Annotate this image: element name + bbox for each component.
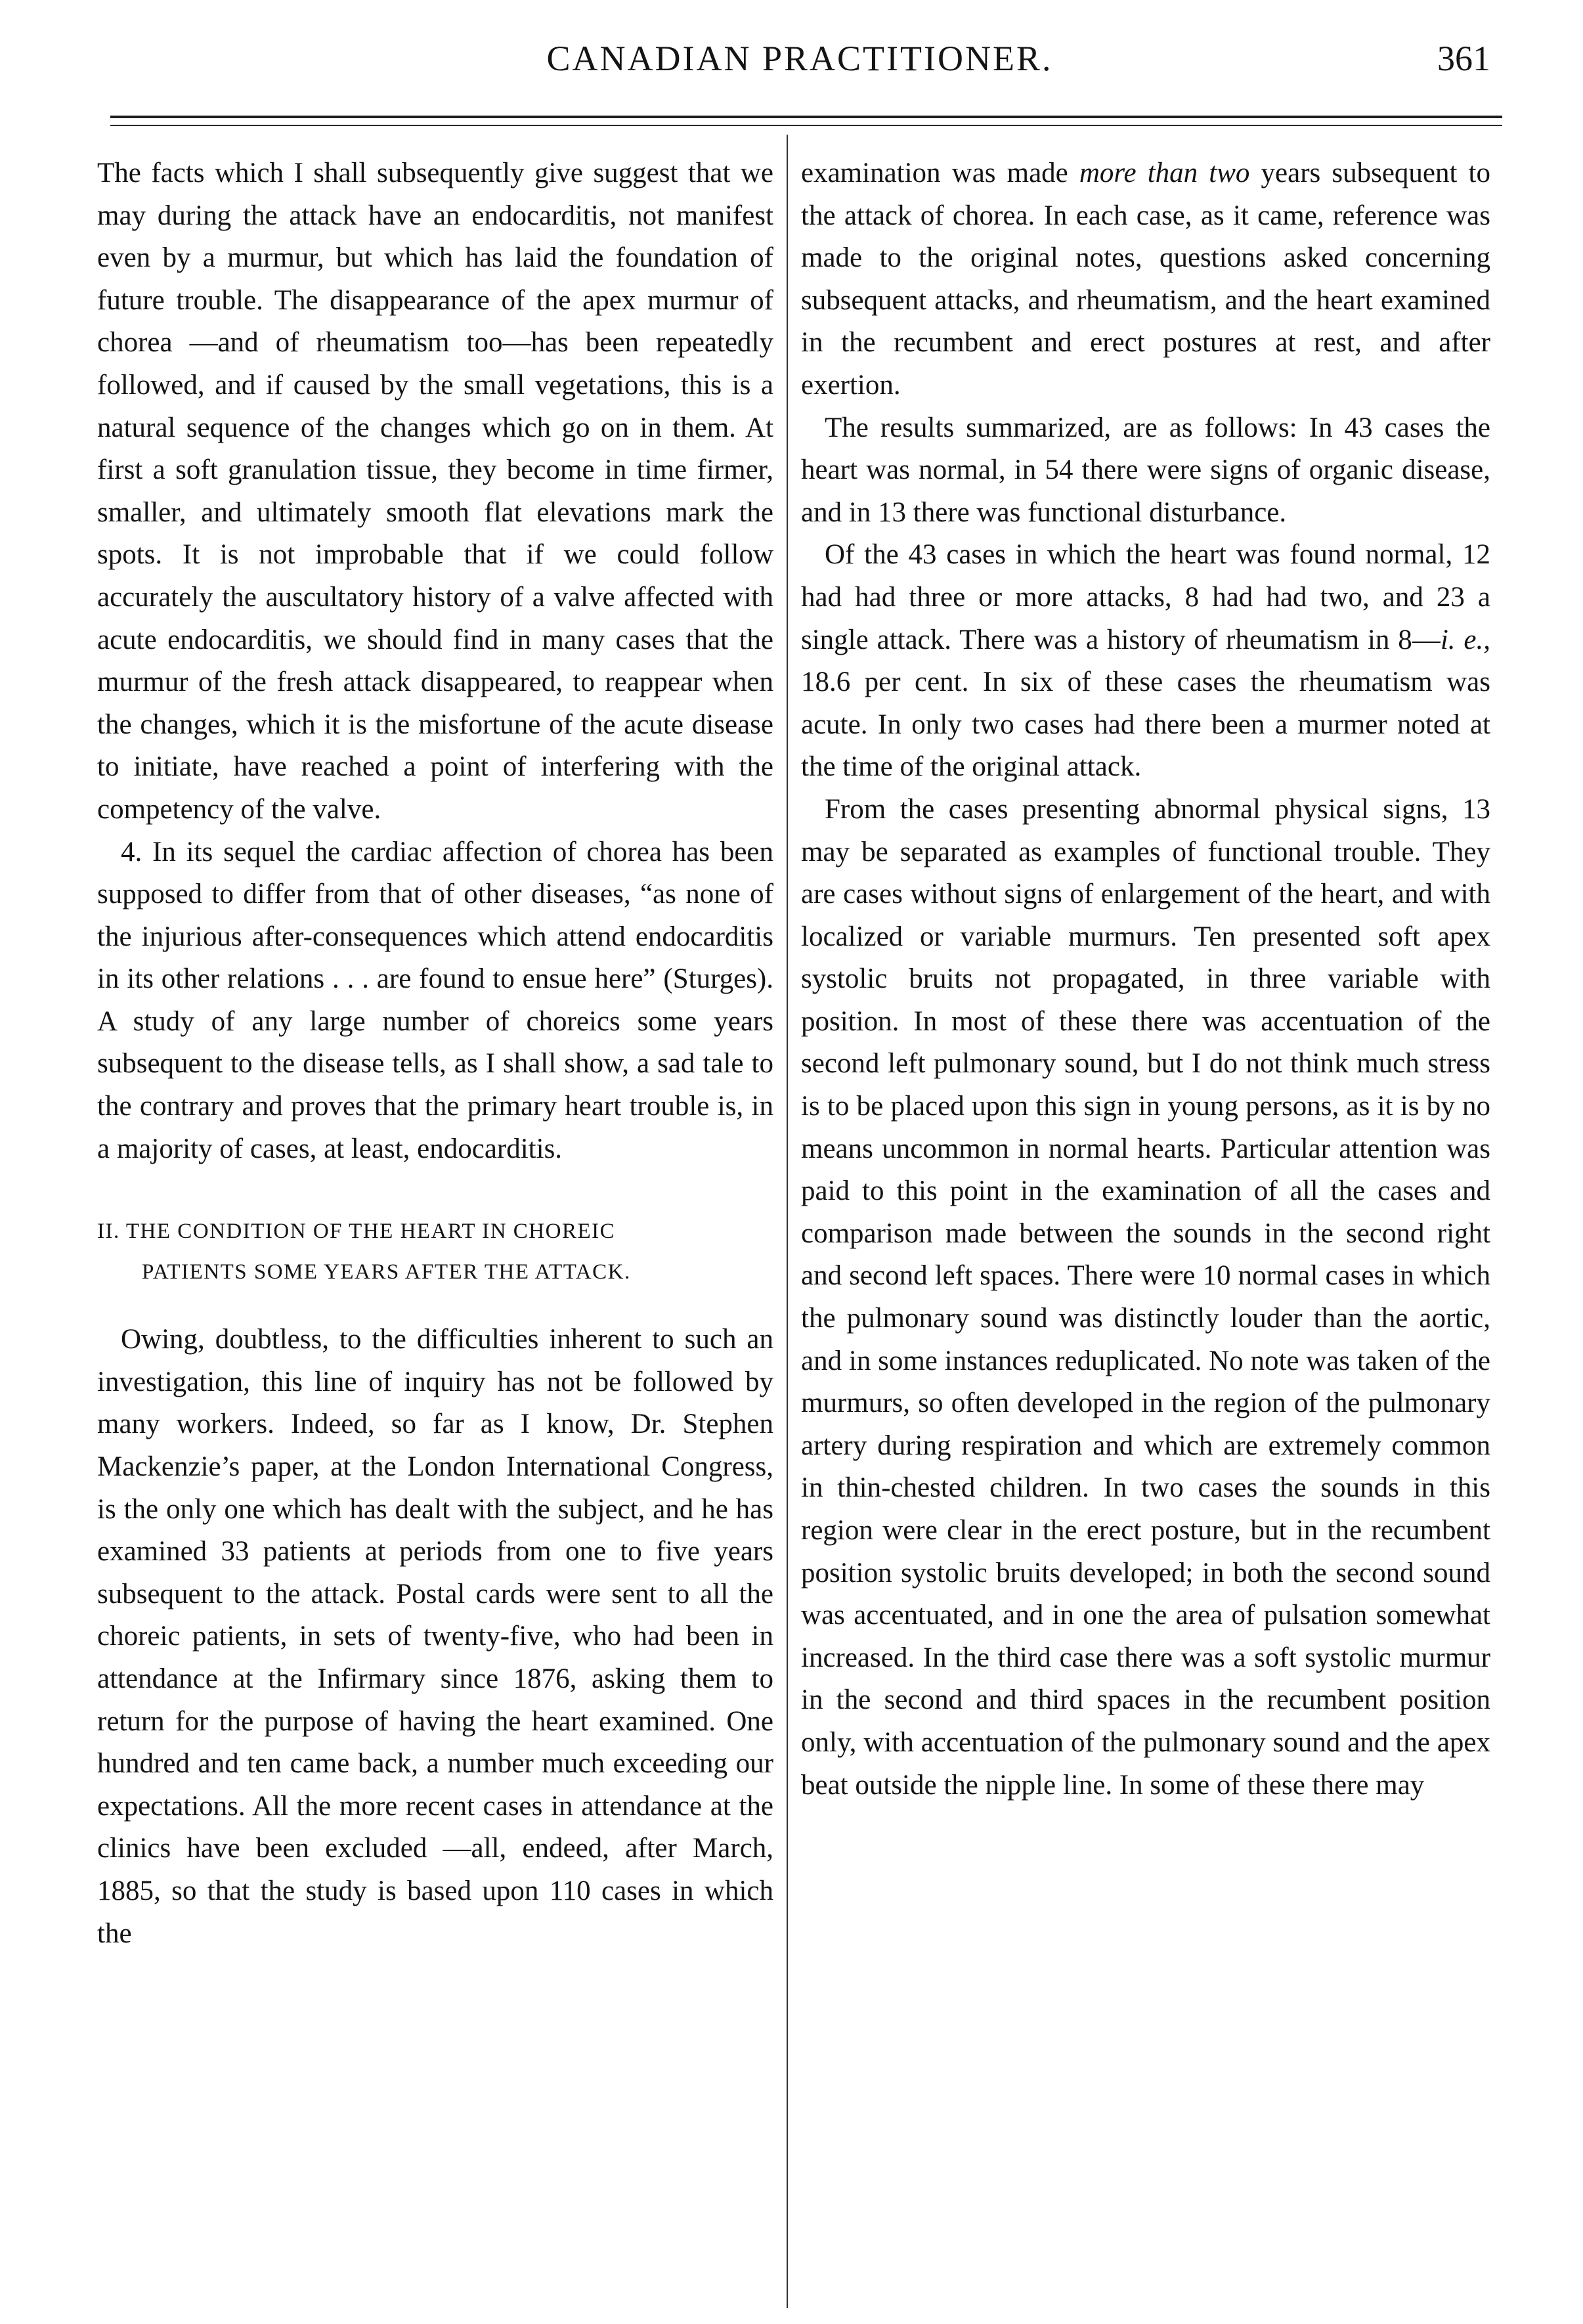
paragraph: 4. In its sequel the cardiac affection of chorea has been supposed to differ from that of other diseases, “as none of the injurious after-consequences which attend endocarditis in its other relations . . . are found to ensue here” (Sturges). A study of any large number of choreics some years subsequent to the disease tells, as I shall show, a sad tale to the contrary and proves that the primary heart trouble is, in a majority of cases, at least, endocarditis. — [97, 836, 773, 1164]
text-run: Of the 43 cases in which the heart was found normal, 12 had had three or more attacks, 8 had had two, and 23 a single attack. There was a history of rheumatism in 8— — [801, 539, 1490, 655]
page-header — [97, 0, 1502, 131]
left-column — [97, 152, 773, 2300]
header-rule-thick — [110, 116, 1502, 118]
paragraph: The facts which I shall subsequently give suggest that we may during the attack have an endocarditis, not manifest even by a murmur, but which has laid the foundation of future trouble. The disappearance of the apex murmur of chorea —and of rheumatism too—has been repeatedly followed, and if caused by the small vegetations, this is a natural sequence of the changes which go on in them. At first a soft granulation tissue, they become in time firmer, smaller, and ultimately smooth flat elevations mark the spots. It is not improbable that if we could follow accurately the auscultatory history of a valve affected with acute endocarditis, we should find in many cases that the murmur of the fresh attack disappeared, to reappear when the changes, which it is the misfortune of the acute disease to initiate, have reached a point of interfering with the competency of the valve. — [97, 158, 773, 825]
column-divider — [787, 135, 788, 2308]
paragraph: The results summarized, are as follows: In 43 cases the heart was normal, in 54 there were signs of organic disease, and in 13 there was functional disturbance. — [801, 412, 1490, 528]
page-number: 361 — [1437, 39, 1490, 78]
paragraph: From the cases presenting abnormal physical signs, 13 may be separated as examples of functional trouble. They are cases without signs of enlargement of the heart, and with localized or variable murmurs. Ten presented soft apex systolic bruits not propagated, in three variable with position. In most of these there was accentuation of the second left pulmonary sound, but I do not think much stress is to be placed upon this sign in young persons, as it is by no means uncommon in normal hearts. Particular attention was paid to this point in the examination of all the cases and comparison made between the sounds in the second right and second left spaces. There were 10 normal cases in which the pulmonary sound was distinctly louder than the aortic, and in some instances reduplicated. No note was taken of the murmurs, so often developed in the region of the pulmonary artery during respiration and which are extremely common in thin-chested children. In two cases the sounds in this region were clear in the erect posture, but in the recumbent position systolic bruits developed; in both the second sound was accentuated, and in one the area of pulsation somewhat increased. In the third case there was a soft systolic murmur in the second and third spaces in the recumbent position only, with accentuation of the pulmonary sound and the apex beat outside the nipple line. In some of these there may — [801, 793, 1490, 1801]
emphasis: i. e., — [1440, 624, 1490, 655]
section-heading-line: II. THE CONDITION OF THE HEART IN CHOREIC — [97, 1219, 616, 1244]
running-title: CANADIAN PRACTITIONER. — [546, 39, 1053, 78]
right-column — [801, 152, 1490, 2300]
paragraph: Owing, doubtless, to the difficulties inherent to such an investigation, this line of inquiry has not be followed by many workers. Indeed, so far as I know, Dr. Stephen Mackenzie’s paper, at the London International Congress, is the only one which has dealt with the subject, and he has examined 33 patients at periods from one to five years subsequent to the attack. Postal cards were sent to all the choreic patients, in sets of twenty-five, who had been in attendance at the Infirmary since 1876, asking them to return for the purpose of having the heart examined. One hundred and ten came back, a number much exceeding our expectations. All the more recent cases in attendance at the clinics have been excluded —all, endeed, after March, 1885, so that the study is based upon 110 cases in which the — [97, 1324, 773, 1949]
paragraph — [801, 152, 1490, 407]
header-rule-thin — [110, 125, 1502, 126]
text-run: 18.6 per cent. In six of these cases the rheumatism was acute. In only two cases had there been a murmer noted at the time of the original attack. — [801, 667, 1490, 783]
text-run: examination was made — [801, 158, 1079, 188]
section-heading-line: PATIENTS SOME YEARS AFTER THE ATTACK. — [142, 1260, 631, 1284]
section-heading — [97, 1211, 773, 1292]
text-run: years subsequent to the attack of chorea. In each case, as it came, reference was made to the original notes, questions asked concerning subsequent attacks, and rheumatism, and the heart examined in the recumbent and erect postures at rest, and after exertion. — [801, 158, 1490, 401]
paragraph — [801, 534, 1490, 789]
emphasis: more than two — [1079, 158, 1250, 188]
